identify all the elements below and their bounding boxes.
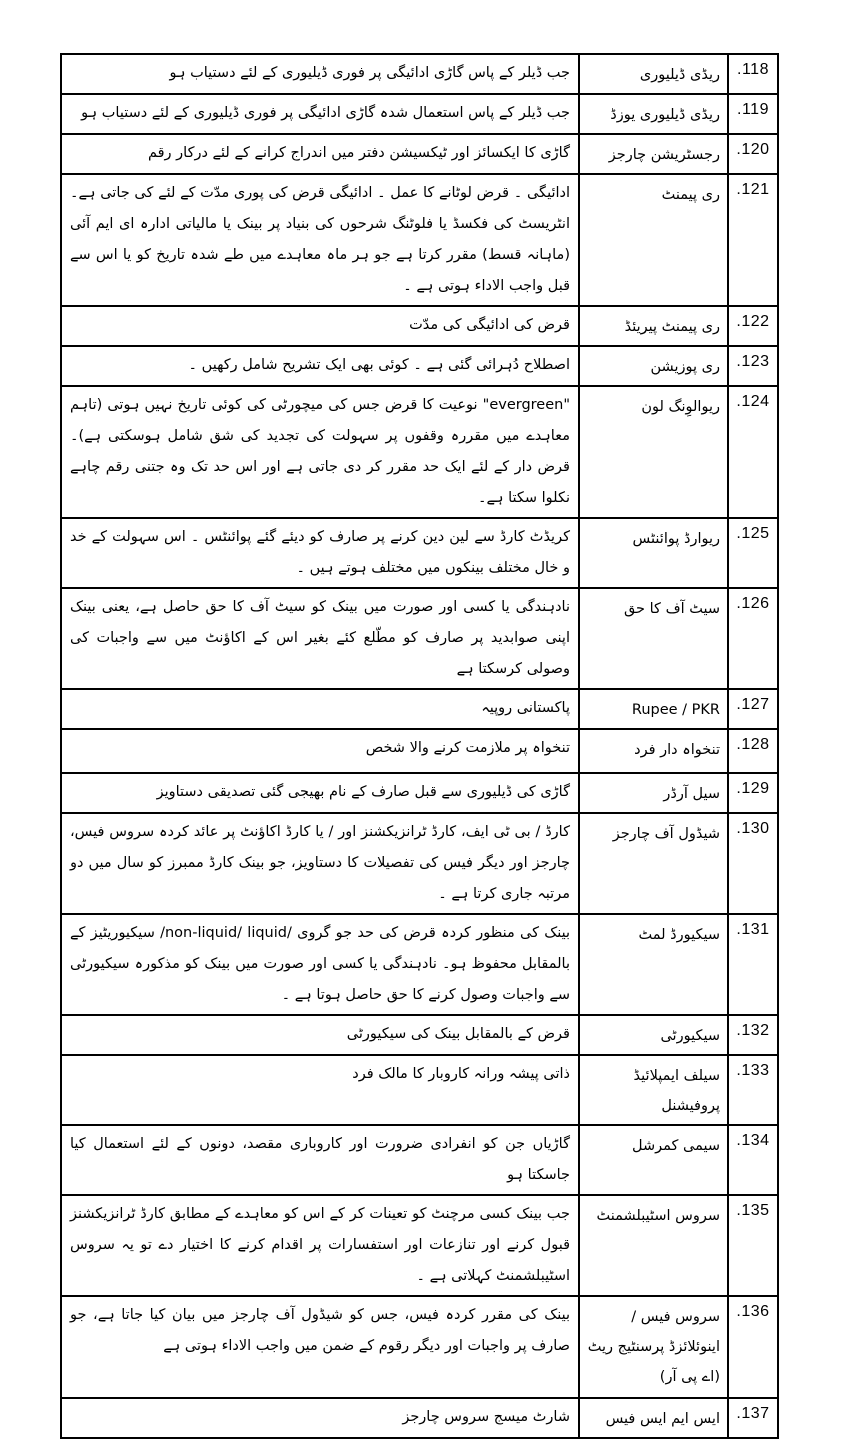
definition-cell: کارڈ / بی ٹی ایف، کارڈ ٹرانزیکشنز اور / یا کارڈ اکاؤنٹ پر عائد کردہ سروس فیس، چارجز اور دیگر فیس کی تفصیلات کا دستاویز، جو بینک کارڈ ممبرز کو سال میں دو مرتبہ جاری کرتا ہے ۔ — [61, 813, 579, 914]
term-cell: سروس اسٹیبلشمنٹ — [579, 1195, 728, 1296]
row-number: 119. — [728, 94, 778, 134]
table-row — [61, 518, 778, 588]
table-row — [61, 346, 778, 386]
row-number: 123. — [728, 346, 778, 386]
row-number: 131. — [728, 914, 778, 1015]
definition-cell: نادہندگی یا کسی اور صورت میں بینک کو سیٹ آف کا حق حاصل ہے، یعنی بینک اپنی صوابدید پر صارف کو مطّلع کئے بغیر اس کے اکاؤنٹ میں سے واجبات کی وصولی کرسکتا ہے — [61, 588, 579, 689]
row-number: 133. — [728, 1055, 778, 1125]
table-row — [61, 1195, 778, 1296]
term-cell: شیڈول آف چارجز — [579, 813, 728, 914]
glossary-table-body — [61, 54, 778, 1438]
definition-cell: اصطلاح دُہرائی گئی ہے ۔ کوئی بھی ایک تشریح شامل رکھیں ۔ — [61, 346, 579, 386]
term-cell: سروس فیس / اینوئلائزڈ پرسنٹیج ریٹ (اے پی آر) — [579, 1296, 728, 1398]
row-number: 134. — [728, 1125, 778, 1195]
table-row — [61, 1296, 778, 1398]
row-number: 135. — [728, 1195, 778, 1296]
definition-cell: قرض کے بالمقابل بینک کی سیکیورٹی — [61, 1015, 579, 1055]
definition-cell: کریڈٹ کارڈ سے لین دین کرنے پر صارف کو دیئے گئے پوائنٹس ۔ اس سہولت کے خد و خال مختلف بینکوں میں مختلف ہوتے ہیں ۔ — [61, 518, 579, 588]
definition-cell: قرض کی ادائیگی کی مدّت — [61, 306, 579, 346]
term-cell: سیل آرڈر — [579, 773, 728, 813]
row-number: 118. — [728, 54, 778, 94]
table-row — [61, 54, 778, 94]
definition-cell: ادائیگی ۔ قرض لوٹانے کا عمل ۔ ادائیگی قرض کی پوری مدّت کے لئے کی جاتی ہے۔ انٹریسٹ کی فکسڈ یا فلوٹنگ شرحوں کی بنیاد پر بینک یا مالیاتی ادارہ ای ایم آئی (ماہانہ قسط) مقرر کرتا ہے جو ہر ماہ معاہدے میں طے شدہ تاریخ کو یا اس سے قبل واجب الاداء ہوتی ہے ۔ — [61, 174, 579, 306]
row-number: 120. — [728, 134, 778, 174]
table-row — [61, 1055, 778, 1125]
term-cell: ریڈی ڈیلیوری — [579, 54, 728, 94]
table-row — [61, 914, 778, 1015]
row-number: 137. — [728, 1398, 778, 1438]
definition-cell: بینک کی مقرر کردہ فیس، جس کو شیڈول آف چارجز میں بیان کیا جاتا ہے، جو صارف پر واجبات اور دیگر رقوم کے ضمن میں واجب الاداء ہوتی ہے — [61, 1296, 579, 1398]
definition-cell: جب ڈیلر کے پاس گاڑی ادائیگی پر فوری ڈیلیوری کے لئے دستیاب ہو — [61, 54, 579, 94]
row-number: 129. — [728, 773, 778, 813]
term-cell: Rupee / PKR — [579, 689, 728, 729]
table-row — [61, 813, 778, 914]
table-row — [61, 773, 778, 813]
row-number: 126. — [728, 588, 778, 689]
row-number: 124. — [728, 386, 778, 518]
term-cell: ری پوزیشن — [579, 346, 728, 386]
definition-cell: بینک کی منظور کردہ قرض کی حد جو گروی /non-liquid/ liquid/ سیکیوریٹیز کے بالمقابل محفوظ ہو۔ نادہندگی یا کسی اور صورت میں بینک کو مذکورہ سیکیورٹی سے واجبات وصول کرنے کا حق حاصل ہوتا ہے ۔ — [61, 914, 579, 1015]
row-number: 121. — [728, 174, 778, 306]
table-row — [61, 1015, 778, 1055]
term-cell: تنخواہ دار فرد — [579, 729, 728, 773]
table-row — [61, 729, 778, 773]
term-cell: ریوارڈ پوائنٹس — [579, 518, 728, 588]
definition-cell: گاڑی کی ڈیلیوری سے قبل صارف کے نام بھیجی گئی تصدیقی دستاویز — [61, 773, 579, 813]
term-cell: ری پیمنٹ — [579, 174, 728, 306]
row-number: 132. — [728, 1015, 778, 1055]
term-cell: سیکیورڈ لمٹ — [579, 914, 728, 1015]
table-row — [61, 1125, 778, 1195]
table-row — [61, 689, 778, 729]
term-cell: ریوالوِنگ لون — [579, 386, 728, 518]
term-cell: رجسٹریشن چارجز — [579, 134, 728, 174]
definition-cell: گاڑیاں جن کو انفرادی ضرورت اور کاروباری مقصد، دونوں کے لئے استعمال کیا جاسکتا ہو — [61, 1125, 579, 1195]
definition-cell: جب ڈیلر کے پاس استعمال شدہ گاڑی ادائیگی پر فوری ڈیلیوری کے لئے دستیاب ہو — [61, 94, 579, 134]
term-cell: ریڈی ڈیلیوری یوزڈ — [579, 94, 728, 134]
glossary-table — [60, 53, 779, 1439]
definition-cell: جب بینک کسی مرچنٹ کو تعینات کر کے اس کو معاہدے کے مطابق کارڈ ٹرانزیکشنز قبول کرنے اور تنازعات اور استفسارات پر اقدام کرنے کا اختیار دے تو یہ سروس اسٹیبلشمنٹ کہلاتی ہے ۔ — [61, 1195, 579, 1296]
table-row — [61, 1398, 778, 1438]
table-row — [61, 134, 778, 174]
definition-cell: ذاتی پیشہ ورانہ کاروبار کا مالک فرد — [61, 1055, 579, 1125]
definition-cell: پاکستانی روپیہ — [61, 689, 579, 729]
row-number: 125. — [728, 518, 778, 588]
table-row — [61, 306, 778, 346]
definition-cell: "evergreen" نوعیت کا قرض جس کی میچورٹی کی کوئی تاریخ نہیں ہوتی (تاہم معاہدے میں مقررہ وقفوں پر سہولت کی تجدید کی شق شامل ہوسکتی ہے)۔ قرض دار کے لئے ایک حد مقرر کر دی جاتی ہے اور اس حد تک وہ جتنی رقم چاہے نکلوا سکتا ہے۔ — [61, 386, 579, 518]
table-row — [61, 94, 778, 134]
definition-cell: گاڑی کا ایکسائز اور ٹیکسیشن دفتر میں اندراج کرانے کے لئے درکار رقم — [61, 134, 579, 174]
table-row — [61, 588, 778, 689]
row-number: 130. — [728, 813, 778, 914]
table-row — [61, 174, 778, 306]
table-row — [61, 386, 778, 518]
row-number: 122. — [728, 306, 778, 346]
term-cell: سیکیورٹی — [579, 1015, 728, 1055]
term-cell: ری پیمنٹ پیریئڈ — [579, 306, 728, 346]
definition-cell: شارٹ میسج سروس چارجز — [61, 1398, 579, 1438]
row-number: 127. — [728, 689, 778, 729]
row-number: 136. — [728, 1296, 778, 1398]
term-cell: ایس ایم ایس فیس — [579, 1398, 728, 1438]
row-number: 128. — [728, 729, 778, 773]
term-cell: سیمی کمرشل — [579, 1125, 728, 1195]
term-cell: سیٹ آف کا حق — [579, 588, 728, 689]
definition-cell: تنخواہ پر ملازمت کرنے والا شخص — [61, 729, 579, 773]
term-cell: سیلف ایمپلائیڈ پروفیشنل — [579, 1055, 728, 1125]
